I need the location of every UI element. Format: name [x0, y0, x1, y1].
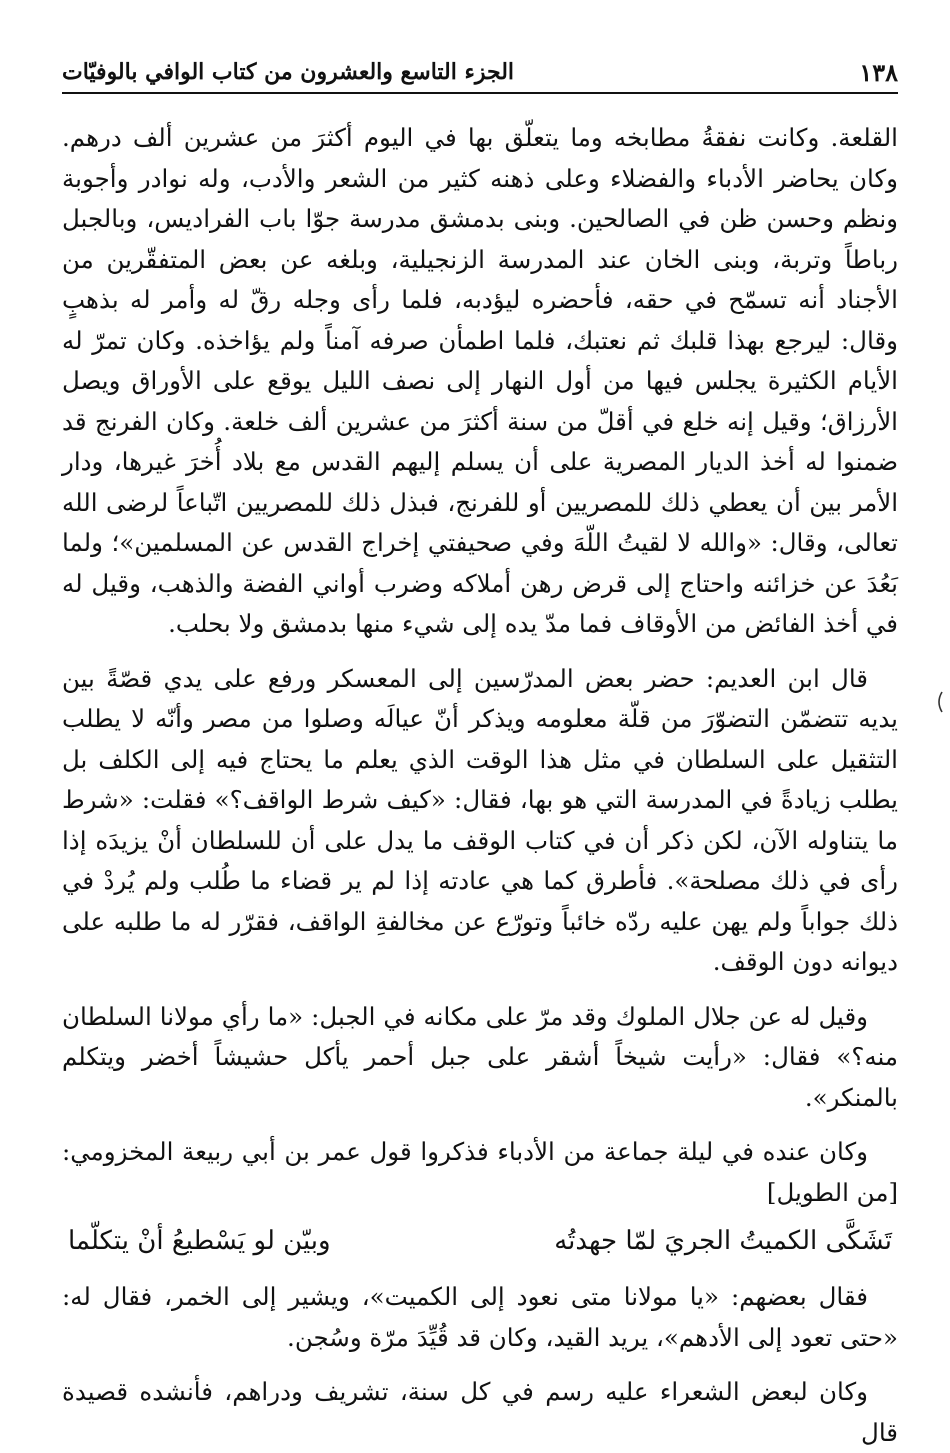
margin-bracket-mark [934, 690, 944, 714]
paragraph-4: وكان عنده في ليلة جماعة من الأدباء فذكروا قول عمر بن أبي ربيعة المخزومي: [من الطويل] [62, 1137, 898, 1207]
running-header [62, 52, 898, 94]
paragraph-6: وكان لبعض الشعراء عليه رسم في كل سنة، تشريف ودراهم، فأنشده قصيدة قال [62, 1377, 898, 1447]
poem-verse [62, 1219, 898, 1263]
verse-hemistich-first: تَشَكَّى الكميتُ الجريَ لمّا جهدتُه [554, 1226, 892, 1256]
page-body [62, 118, 898, 1453]
paragraph-2: قال ابن العديم: حضر بعض المدرّسين إلى المعسكر ورفع على يدي قصّةً بين يديه تتضمّن التضوّرَ من قلّة معلومه ويذكر أنّ عيالَه وصلوا من مصر وأنّه لا يطلب التثقيل على السلطان في مثل هذا الوقت الذي يعلم ما يحتاج فيه إلى الكلف بل يطلب زيادةً في المدرسة التي هو بها، فقال: «كيف شرط الواقف؟» فقلت: «شرط ما يتناوله الآن، لكن ذكر أن في كتاب الوقف ما يدل على أن للسلطان أنْ يزيدَه إذا رأى في ذلك مصلحة». فأطرق كما هي عادته إذا لم ير قضاء ما طُلب ولم يُردْ في ذلك جواباً ولم يهن عليه ردّه خائباً وتورّع عن مخالفةِ الواقف، فقرّر له ما طلبه على ديوانه دون الوقف. [62, 663, 898, 976]
paragraph-1: القلعة. وكانت نفقةُ مطابخه وما يتعلّق بها في اليوم أكثرَ من عشرين ألف درهم. وكان يحاضر الأدباء والفضلاء وعلى ذهنه كثير من الشعر والأدب، وله نوادر وأجوبة ونظم وحسن ظن في الصالحين. وبنى بدمشق مدرسة جوّا باب الفراديس، وبالجبل رباطاً وتربة، وبنى الخان عند المدرسة الزنجيلية، وبلغه عن بعض المتفقّرين من الأجناد أنه تسمّح في حقه، فأحضره ليؤدبه، فلما رأى وجله رقّ له وأمر له بذهبٍ وقال: ليرجع بهذا قلبك ثم نعتبك، فلما اطمأن صرفه آمناً ولم يؤاخذه. وكان تمرّ له الأيام الكثيرة يجلس فيها من أول النهار إلى نصف الليل يوقع على الأوراق ويصل الأرزاق؛ وقيل إنه خلع في أقلّ من سنة أكثرَ من عشرين ألف خلعة. وكان الفرنج قد ضمنوا له أخذ الديار المصرية على أن يسلم إليهم القدس مع بلاد أُخرَ غيرها، ودار الأمر بين أن يعطي ذلك للمصريين أو للفرنج، فبذل ذلك للمصريين اتّباعاً لرضى الله تعالى، وقال: «والله لا لقيتُ اللّهَ وفي صحيفتي إخراج القدس عن المسلمين»؛ ولما بَعُدَ عن خزائنه واحتاج إلى قرض رهن أملاكه وضرب أواني الفضة والذهب، وقيل له في أخذ الفائض من الأوقاف فما مدّ يده إلى شيء منها بدمشق ولا بحلب. [62, 123, 898, 638]
verse-hemistich-second: وبيّن لو يَسْطيعُ أنْ يتكلّما [68, 1226, 331, 1256]
paragraph-3: وقيل له عن جلال الملوك وقد مرّ على مكانه في الجبل: «ما رأي مولانا السلطان منه؟» فقال: «رأيت شيخاً أشقر على جبل أحمر يأكل حشيشاً أخضر ويتكلم بالمنكر». [62, 1001, 898, 1112]
paragraph-5: فقال بعضهم: «يا مولانا متى نعود إلى الكميت»، ويشير إلى الخمر، فقال له: «حتى تعود إلى الأدهم»، يريد القيد، وكان قد قُيِّدَ مرّة وسُجن. [62, 1282, 898, 1352]
page-number: ١٣٨ [859, 57, 898, 87]
running-title: الجزء التاسع والعشرون من كتاب الوافي بالوفيّات [62, 59, 515, 85]
